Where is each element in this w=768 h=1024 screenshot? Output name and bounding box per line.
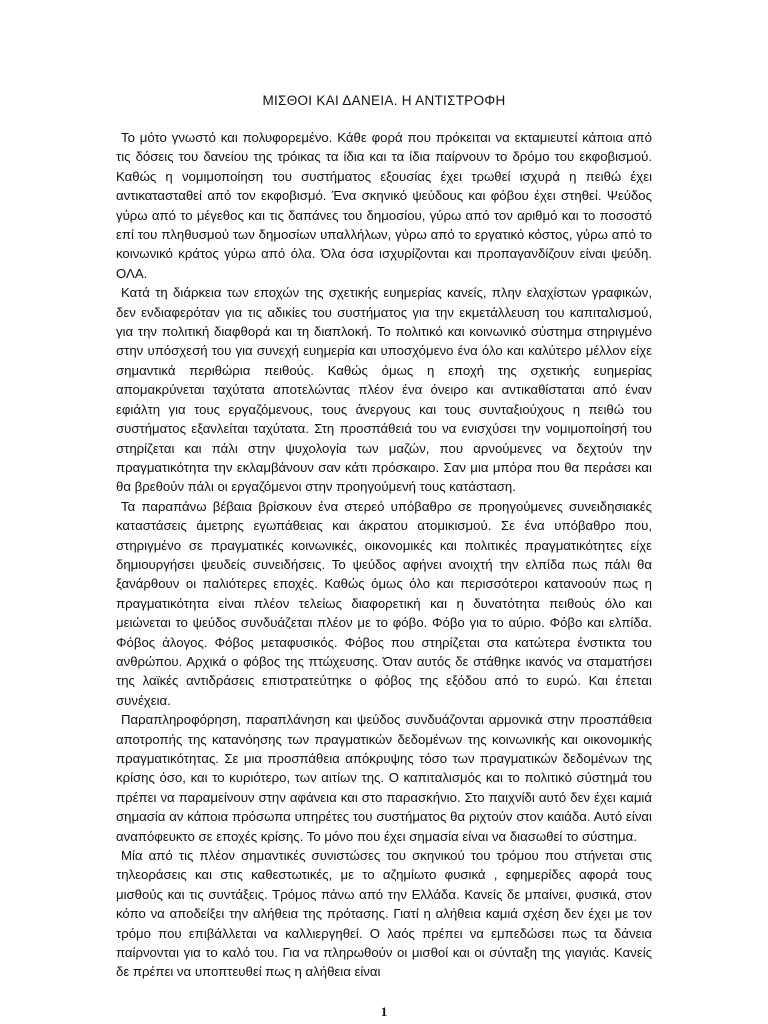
document-title: ΜΙΣΘΟΙ ΚΑΙ ΔΑΝΕΙΑ. Η ΑΝΤΙΣΤΡΟΦΗ	[262, 93, 506, 108]
paragraph-4: Παραπληροφόρηση, παραπλάνηση και ψεύδος συνδυάζονται αρμονικά στην προσπάθεια αποτροπής της κατανόησης των πραγματικών δεδομένων της κοινωνικής και οικονομικής πραγματικότητας. Σε μια προσπάθεια απόκρυψης τόσο των πραγματικών δεδομένων της κρίσης όσο, και το κυριότερο, των αιτίων της. Ο καπιταλισμός και το πολιτικό σύστημά του πρέπει να παραμείνουν στην αφάνεια και στο παρασκήνιο. Στο παιχνίδι αυτό δεν έχει καμιά σημασία αν κάποια πρόσωπα υπηρέτες του συστήματος θα ριχτούν στον καιάδα. Αυτό είναι αναπόφευκτο σε εποχές κρίσης. Το μόνο που έχει σημασία είναι να διασωθεί το σύστημα.	[116, 712, 652, 844]
paragraph-2: Κατά τη διάρκεια των εποχών της σχετικής ευημερίας κανείς, πλην ελαχίστων γραφικών, δεν ενδιαφερόταν για τις αδικίες του συστήματος για την εκμετάλλευση του καπιταλισμού, για την πολιτική διαφθορά και τη διαπλοκή. Το πολιτικό και κοινωνικό σύστημα στηριγμένο στην υπόσχεσή του για συνεχή ευημερία και υποσχόμενο ένα όλο και καλύτερο μέλλον είχε σημαντικά περιθώρια πειθούς. Καθώς όμως η εποχή της σχετικής ευημερίας απομακρύνεται ταχύτατα αποτελώντας πλέον ένα όνειρο και αντικαθίσταται από έναν εφιάλτη για τους εργαζόμενους, τους άνεργους και τους συνταξιούχους η πειθώ του συστήματος εξανλείται ταχύτατα. Στη προσπάθειά του να ενισχύσει την νομιμοποίησή του στηρίζεται και πάλι στην ψυχολογία των μαζών, που αρνούμενες να δεχτούν την πραγματικότητα την εκλαμβάνουν σαν κάτι πρόσκαιρο. Σαν μια μπόρα που θα περάσει και θα βρεθούν πάλι οι εργαζόμενοι στην προηγούμενή τους κατάσταση.	[116, 285, 652, 495]
paragraph-5: Μία από τις πλέον σημαντικές συνιστώσες του σκηνικού του τρόμου που στήνεται στις τηλεοράσεις και στις καθεστωτικές, με το αζημίωτο φυσικά , εφημερίδες αφορά τους μισθούς και τις συντάξεις. Τρόμος πάνω από την Ελλάδα. Κανείς δε μπαίνει, φυσικά, στον κόπο να αποδείξει την αλήθεια της πρότασης. Γιατί η αλήθεια καμιά σχέση δεν έχει με τον τρόμο που επιβάλλεται να καλλιεργηθεί. Ο λαός πρέπει να εμπεδώσει πως τα δάνεια παίρνονται για το καλό του. Για να πληρωθούν οι μισθοί και οι σύνταξη της γιαγιάς. Κανείς δε πρέπει να υποπτευθεί πως η αλήθεια είναι	[116, 848, 652, 980]
page-number: 1	[380, 1004, 388, 1019]
paragraph-1: Το μότο γνωστό και πολυφορεμένο. Κάθε φορά που πρόκειται να εκταμιευτεί κάποια από τις δόσεις του δανείου της τρόικας τα ίδια και τα ίδια παίρνουν το δρόμο του εκφοβισμού. Καθώς η νομιμοποίηση του συστήματος εξουσίας έχει τρωθεί ισχυρά η πειθώ έχει αντικατασταθεί από τον εκφοβισμό. Ένα σκηνικό ψεύδους και φόβου έχει στηθεί. Ψεύδος γύρω από το μέγεθος και τις δαπάνες του δημοσίου, γύρω από τον αριθμό και το ποσοστό επί του πληθυσμού των δημοσίων υπαλλήλων, γύρω από το εργατικό κόστος, γύρω από το κοινωνικό κράτος γύρω από όλα. Όλα όσα ισχυρίζονται και προπαγανδίζουν είναι ψεύδη. ΟΛΑ.	[116, 130, 652, 281]
paragraph-3: Τα παραπάνω βέβαια βρίσκουν ένα στερεό υπόβαθρο σε προηγούμενες συνειδησιακές καταστάσεις άμετρης εγωπάθειας και άκρατου ατομικισμού. Σε ένα υπόβαθρο που, στηριγμένο σε πραγματικές κοινωνικές, οικονομικές και πολιτικές πραγματικότητες είχε δημιουργήσει ψευδείς συνειδήσεις. Το ψεύδος αφήνει ανοιχτή την ελπίδα πως πάλι θα ξανάρθουν οι παλιότερες εποχές. Καθώς όμως όλο και περισσότεροι κατανοούν πως η πραγματικότητα είναι πλέον τελείως διαφορετική και η δυνατότητα πειθούς όλο και μειώνεται το ψεύδος συνδυάζεται πλέον με το φόβο. Φόβο για το αύριο. Φόβο και ελπίδα. Φόβος άλογος. Φόβος μεταφυσικός. Φόβος που στηρίζεται στα κατώτερα ένστικτα του ανθρώπου. Αρχικά ο φόβος της πτώχευσης. Όταν αυτός δε στάθηκε ικανός να σταματήσει της λαϊκές αντιδράσεις επιστρατεύτηκε ο φόβος της εξόδου από το ευρώ. Και έπεται συνέχεια.	[116, 498, 652, 708]
document-body	[116, 128, 652, 982]
